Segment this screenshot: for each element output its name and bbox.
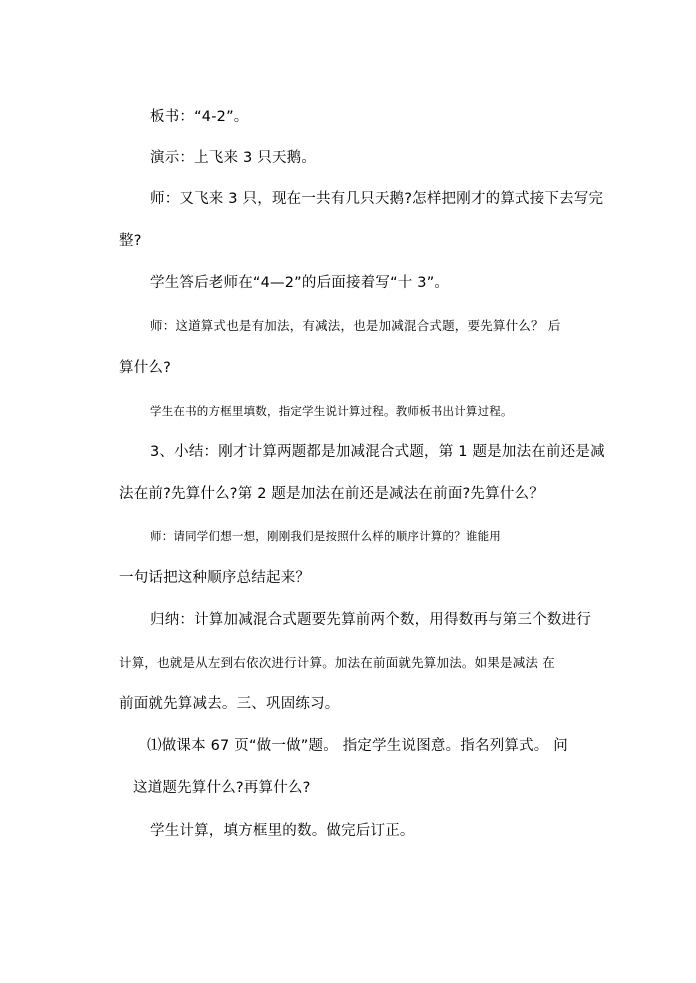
text-line-2: 演示：上飞来 3 只天鹅。 [150,150,317,166]
text-line-18: 学生计算，填方框里的数。做完后订正。 [150,823,415,839]
text-line-5: 学生答后老师在“4—2”的后面接着写“十 3”。 [150,275,450,291]
text-line-8: 学生在书的方框里填数，指定学生说计算过程。教师板书出计算过程。 [150,404,513,418]
text-line-4: 整? [119,233,142,249]
text-line-9: 3、小结：刚才计算两题都是加减混合式题，第 1 题是加法在前还是减 [150,444,605,460]
text-line-1: 板书：“4-2”。 [150,109,249,125]
text-line-10: 法在前?先算什么?第 2 题是加法在前还是减法在前面?先算什么？ [119,486,544,502]
text-line-15: 前面就先算减去。三、巩固练习。 [119,696,340,712]
text-line-6: 师：这道算式也是有加法，有减法，也是加减混合式题，要先算什么？ 后 [150,318,561,333]
text-line-13: 归纳：计算加减混合式题要先算前两个数，用得数再与第三个数进行 [150,612,591,628]
text-line-12: 一句话把这种顺序总结起来？ [119,570,311,586]
text-line-14: 计算，也就是从左到右依次进行计算。加法在前面就先算加法。如果是减法 在 [119,655,555,670]
text-line-16: ⑴做课本 67 页“做一做”题。 指定学生说图意。指名列算式。 问 [147,738,569,754]
text-line-7: 算什么? [119,360,171,376]
text-line-3: 师：又飞来 3 只，现在一共有几只天鹅?怎样把刚才的算式接下去写完 [150,191,604,207]
text-line-11: 师：请同学们想一想，刚刚我们是按照什么样的顺序计算的？谁能用 [150,529,501,543]
text-line-17: 这道题先算什么?再算什么? [133,780,311,796]
